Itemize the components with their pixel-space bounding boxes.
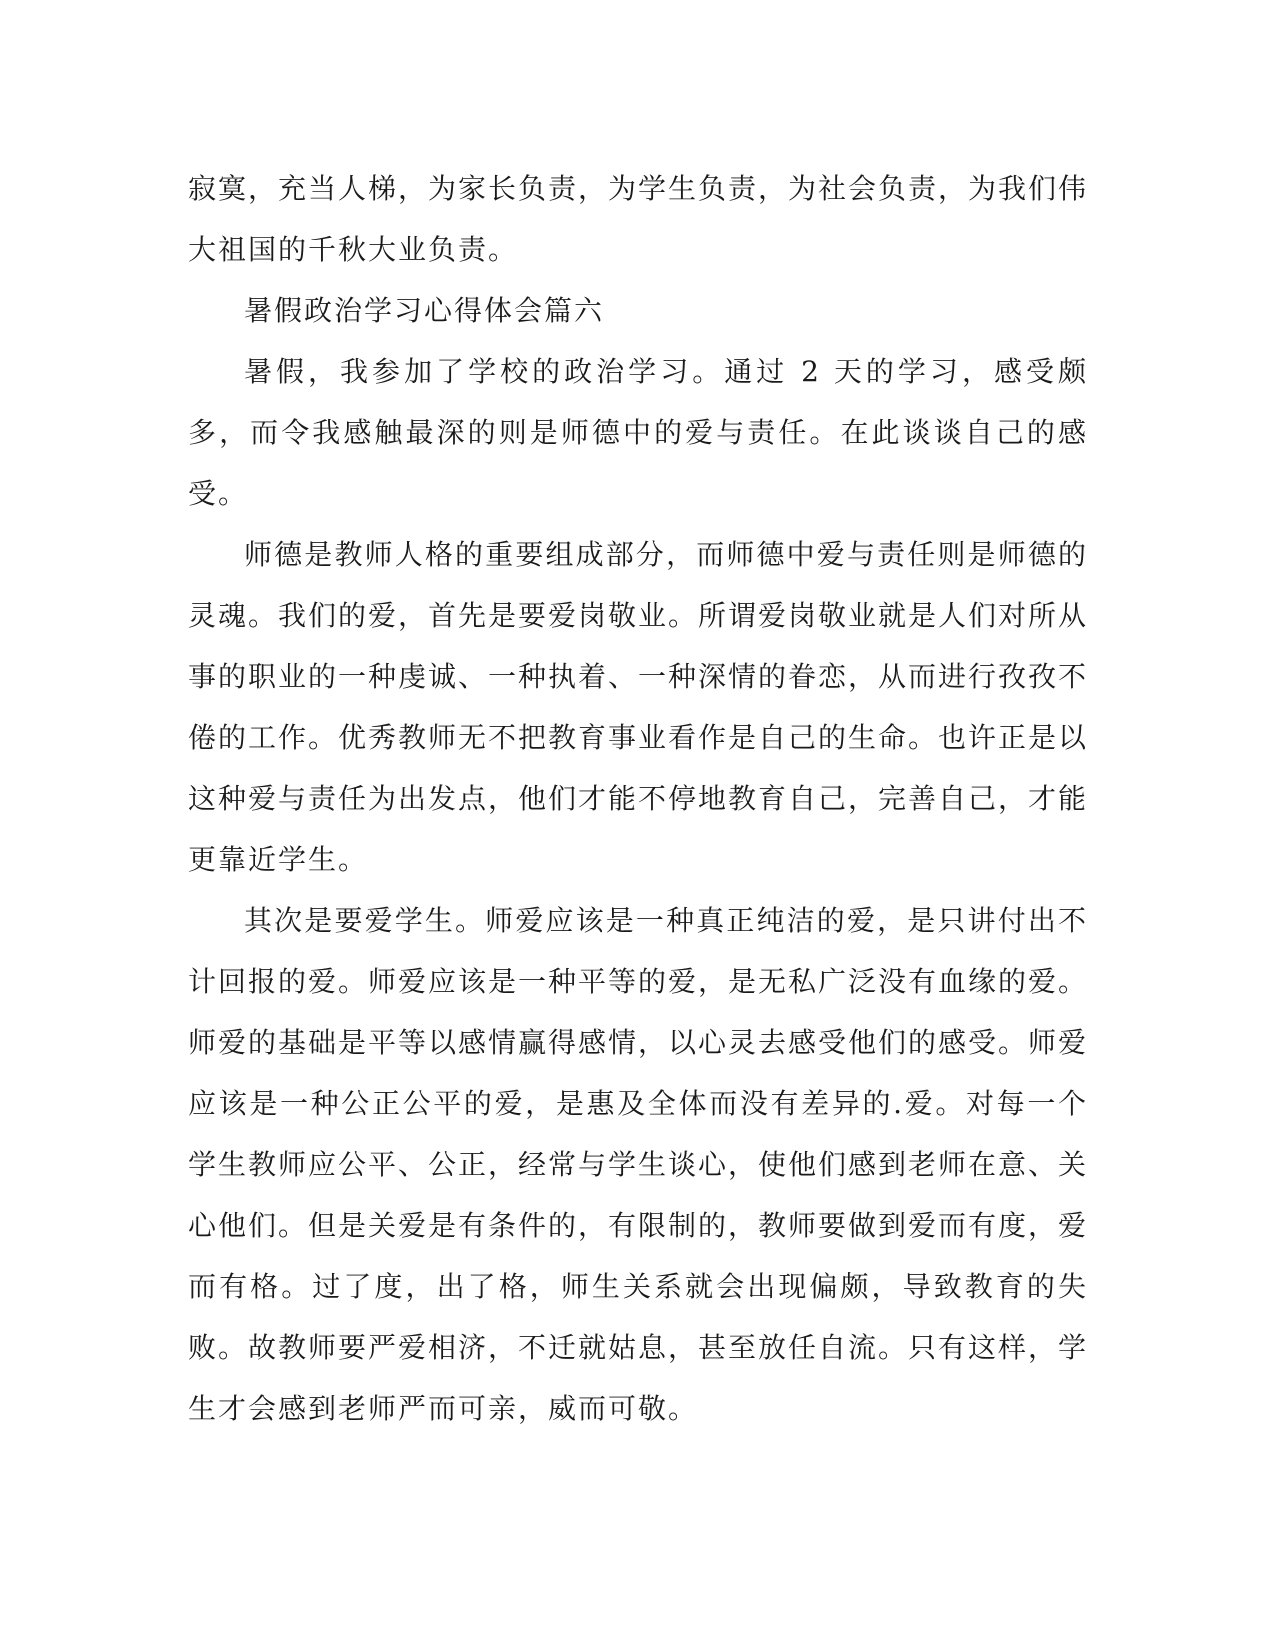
paragraph-intro: 暑假，我参加了学校的政治学习。通过 2 天的学习，感受颇多，而令我感触最深的则是师德中的爱与责任。在此谈谈自己的感受。 bbox=[188, 355, 1088, 510]
section-heading: 暑假政治学习心得体会篇六 bbox=[244, 294, 605, 327]
document-body bbox=[188, 158, 1088, 1439]
paragraph-continuation: 寂寞，充当人梯，为家长负责，为学生负责，为社会负责，为我们伟大祖国的千秋大业负责。 bbox=[188, 172, 1089, 266]
paragraph-love-of-students: 其次是要爱学生。师爱应该是一种真正纯洁的爱，是只讲付出不计回报的爱。师爱应该是一种平等的爱，是无私广泛没有血缘的爱。师爱的基础是平等以感情赢得感情，以心灵去感受他们的感受。师爱应该是一种公正公平的爱，是惠及全体而没有差异的.爱。对每一个学生教师应公平、公正，经常与学生谈心，使他们感到老师在意、关心他们。但是关爱是有条件的，有限制的，教师要做到爱而有度，爱而有格。过了度，出了格，师生关系就会出现偏颇，导致教育的失败。故教师要严爱相济，不迁就姑息，甚至放任自流。只有这样，学生才会感到老师严而可亲，威而可敬。 bbox=[188, 904, 1089, 1425]
paragraph-love-of-job: 师德是教师人格的重要组成部分，而师德中爱与责任则是师德的灵魂。我们的爱，首先是要爱岗敬业。所谓爱岗敬业就是人们对所从事的职业的一种虔诚、一种执着、一种深情的眷恋，从而进行孜孜不倦的工作。优秀教师无不把教育事业看作是自己的生命。也许正是以这种爱与责任为出发点，他们才能不停地教育自己，完善自己，才能更靠近学生。 bbox=[188, 538, 1089, 876]
